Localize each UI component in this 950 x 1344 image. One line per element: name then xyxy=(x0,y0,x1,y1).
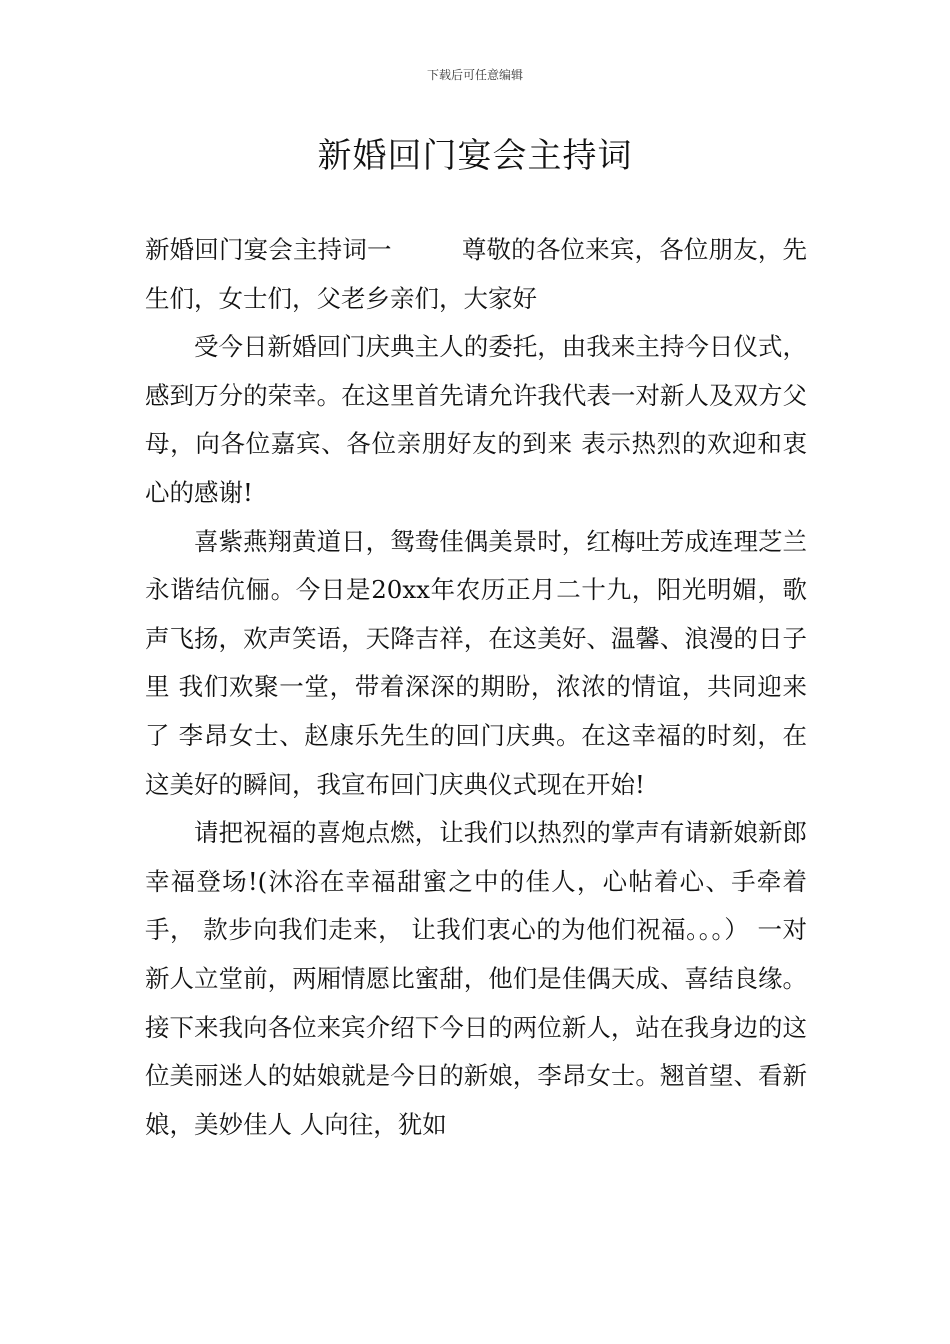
paragraph-2: 喜紫燕翔黄道日，鸳鸯佳偶美景时，红梅吐芳成连理芝兰永谐结伉俪。今日是20xx年农历正月二十九，阳光明媚，歌声飞扬，欢声笑语，天降吉祥，在这美好、温馨、浪漫的日子里 我们欢聚一堂，带着深深的期盼，浓浓的情谊，共同迎来了 李昂女士、赵康乐先生的回门庆典。在这幸福的时刻，在这美好的瞬间，我宣布回门庆典仪式现在开始! xyxy=(145,526,807,799)
paragraph-1: 受今日新婚回门庆典主人的委托，由我来主持今日仪式，感到万分的荣幸。在这里首先请允许我代表一对新人及双方父母，向各位嘉宾、各位亲朋好友的到来 表示热烈的欢迎和衷心的感谢! xyxy=(145,332,807,507)
paragraph-3: 请把祝福的喜炮点燃，让我们以热烈的掌声有请新娘新郎幸福登场!(沐浴在幸福甜蜜之中的佳人，心帖着心、手牵着手， 款步向我们走来， 让我们衷心的为他们祝福。。。） 一对新人立堂前，两厢情愿比蜜甜，他们是佳偶天成、喜结良缘。接下来我向各位来宾介绍下今日的两位新人，站在我身边的这位美丽迷人的姑娘就是今日的新娘，李昂女士。翘首望、看新娘，美妙佳人 人向往，犹如 xyxy=(145,818,807,1139)
document-title: 新婚回门宴会主持词 xyxy=(317,136,633,176)
opening-text: 尊敬的各位来宾，各位朋友，先生们，女士们，父老乡亲们，大家好 xyxy=(145,235,808,313)
header-note: 下载后可任意编辑 xyxy=(426,68,523,82)
document-body xyxy=(145,226,807,1149)
opening-label: 新婚回门宴会主持词一 xyxy=(145,235,392,264)
opening-paragraph xyxy=(145,226,807,323)
